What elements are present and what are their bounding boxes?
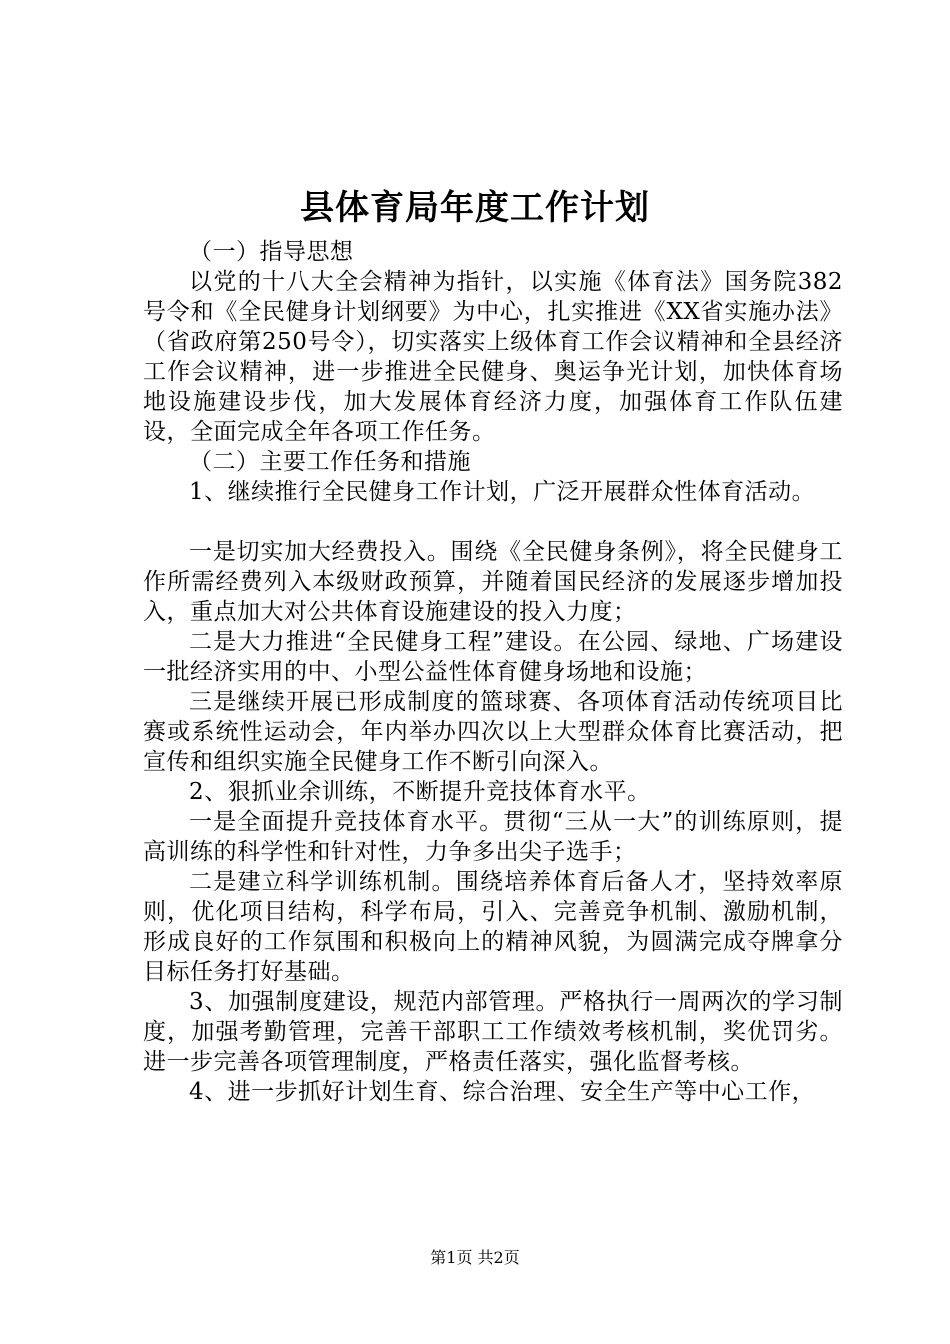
section-heading-guiding-ideology: （一）指导思想 xyxy=(189,239,354,265)
section-paragraph-guiding-ideology: 以党的十八大全会精神为指针，以实施《体育法》国务院382号令和《全民健身计划纲要》为中心，扎实推进《XX省实施办法》（省政府第250号令），切实落实上级体育工作会议精神和全县经济工作会议精神，进一步推进全民健身、奥运争光计划，加快体育场地设施建设步伐，加大发展体育经济力度，加强体育工作队伍建设，全面完成全年各项工作任务。 xyxy=(143,269,843,445)
task-item-1: 1、继续推行全民健身工作计划，广泛开展群众性体育活动。 xyxy=(189,479,816,505)
section-heading-main-tasks: （二）主要工作任务和措施 xyxy=(189,449,471,475)
task-item-3: 3、加强制度建设，规范内部管理。严格执行一周两次的学习制度，加强考勤管理，完善干部职工工作绩效考核机制，奖优罚劣。进一步完善各项管理制度，严格责任落实，强化监督考核。 xyxy=(143,989,843,1075)
task-item-1-sub-1: 一是切实加大经费投入。围绕《全民健身条例》，将全民健身工作所需经费列入本级财政预算，并随着国民经济的发展逐步增加投入，重点加大对公共体育设施建设的投入力度； xyxy=(143,539,843,625)
task-item-2-sub-2: 二是建立科学训练机制。围绕培养体育后备人才，坚持效率原则，优化项目结构，科学布局，引入、完善竞争机制、激励机制，形成良好的工作氛围和积极向上的精神风貌，为圆满完成夺牌拿分目标任务打好基础。 xyxy=(143,869,843,985)
task-item-1-sub-3: 三是继续开展已形成制度的篮球赛、各项体育活动传统项目比赛或系统性运动会，年内举办四次以上大型群众体育比赛活动，把宣传和组织实施全民健身工作不断引向深入。 xyxy=(143,689,843,775)
task-item-4: 4、进一步抓好计划生育、综合治理、安全生产等中心工作， xyxy=(189,1079,816,1105)
document-title: 县体育局年度工作计划 xyxy=(300,188,650,228)
task-item-2-sub-1: 一是全面提升竞技体育水平。贯彻“三从一大”的训练原则，提高训练的科学性和针对性，力争多出尖子选手； xyxy=(143,809,843,865)
page-footer: 第1页 共2页 xyxy=(430,1248,520,1267)
task-item-1-sub-2: 二是大力推进“全民健身工程”建设。在公园、绿地、广场建设一批经济实用的中、小型公益性体育健身场地和设施； xyxy=(143,629,843,685)
document-body xyxy=(143,237,843,1107)
task-item-2: 2、狠抓业余训练，不断提升竞技体育水平。 xyxy=(189,779,651,805)
